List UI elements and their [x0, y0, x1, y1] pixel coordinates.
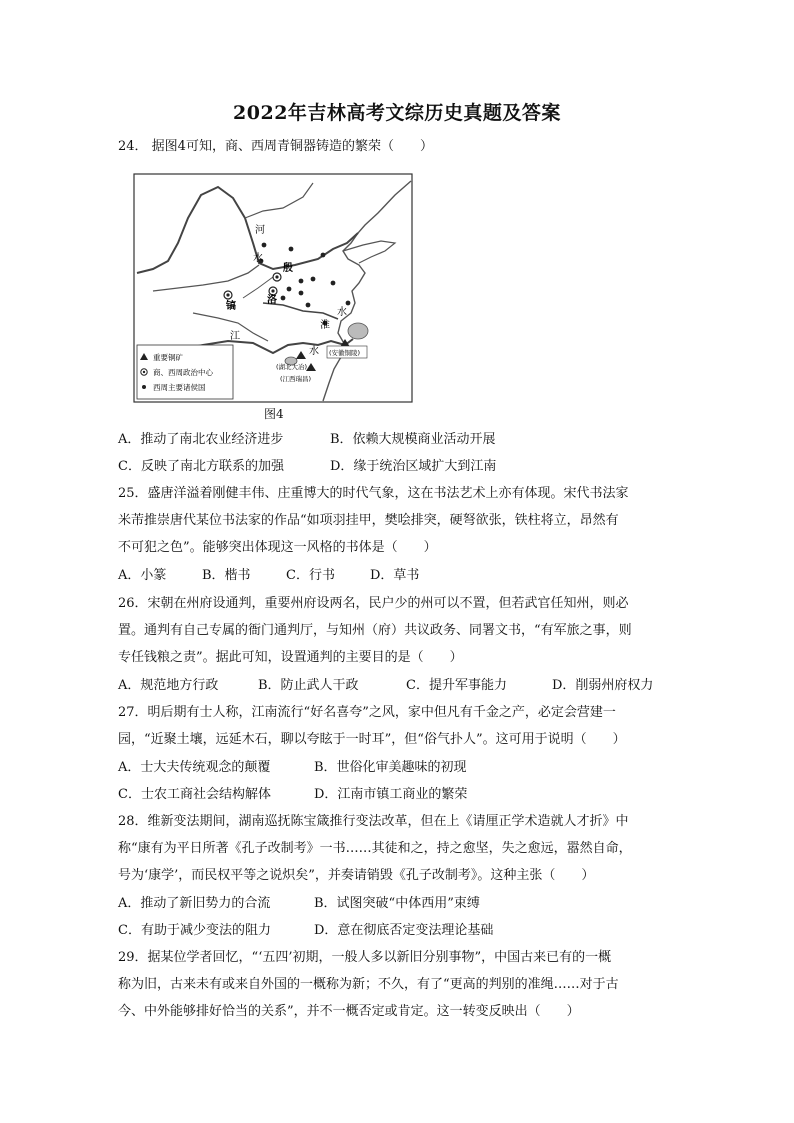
q27-option-a: A．士大夫传统观念的颠覆 [118, 760, 271, 775]
q27-line-2: 园，“近聚土壤，远延木石，聊以夸眩于一时耳”，但“俗气扑人”。这可用于说明（ ） [118, 732, 626, 747]
label-gao: 镐 [226, 301, 236, 312]
label-anhui-tongling: (安徽铜陵) [329, 349, 361, 357]
q26-option-c: C．提升军事能力 [406, 678, 507, 693]
label-he: 河 [255, 225, 265, 236]
q25-option-d: D．草书 [370, 568, 420, 583]
q29-line-3: 今、中外能够排好恰当的关系”，并不一概否定或肯定。这一转变反映出（ ） [118, 1004, 580, 1019]
q28-option-c: C．有助于减少变法的阻力 [118, 923, 271, 938]
q29-line-2: 称为旧，古来未有或来自外国的一概称为新；不久，有了“更高的判别的准绳……对于古 [118, 977, 619, 992]
q26-option-d: D．削弱州府权力 [552, 678, 654, 693]
label-jiangxi-ruichang: (江西瑞昌) [280, 375, 312, 383]
page-title: 2022年吉林高考文综历史真题及答案 [233, 102, 561, 124]
label-luo: 洛 [267, 295, 277, 306]
q26-line-2: 置。通判有自己专属的衙门通判厅，与知州（府）共议政务、同署文书，“有军旅之事，则 [118, 623, 632, 638]
label-hubei-daye: (湖北大冶) [276, 363, 308, 371]
q26-option-b: B．防止武人干政 [258, 678, 359, 693]
figure-caption: 图4 [264, 407, 284, 421]
lake-taihu [348, 323, 368, 339]
q28-line-3: 号为‘康学’，而民权平等之说炽矣”，并奏请销毁《孔子改制考》。这种主张（ ） [118, 868, 595, 883]
q24-option-d: D．缘于统治区域扩大到江南 [330, 459, 497, 474]
q28-option-b: B．试图突破“中体西用”束缚 [314, 896, 480, 911]
q27-option-c: C．士农工商社会结构解体 [118, 787, 271, 802]
q25-option-c: C．行书 [286, 568, 335, 583]
dot-icon [142, 385, 146, 389]
q25-line-2: 米芾推崇唐代某位书法家的作品“如项羽挂甲，樊哙排突，硬弩欲张，铁柱将立，昂然有 [118, 513, 619, 528]
q24-option-c: C．反映了南北方联系的加强 [118, 459, 284, 474]
q25-line-1: 25．盛唐洋溢着刚健丰伟、庄重博大的时代气象，这在书法艺术上亦有体现。宋代书法家 [118, 486, 629, 501]
label-jiang: 江 [230, 331, 240, 342]
question-24-stem: 24． 据图4可知，商、西周青铜器铸造的繁荣（ ） [118, 139, 433, 154]
q26-option-a: A．规范地方行政 [118, 678, 219, 693]
q27-option-d: D．江南市镇工商业的繁荣 [314, 787, 468, 802]
q24-option-b: B．依赖大规模商业活动开展 [330, 432, 496, 447]
legend-item-3: 西周主要诸侯国 [153, 383, 206, 392]
q25-option-b: B．楷书 [202, 568, 251, 583]
legend-item-2: 商、西周政治中心 [153, 368, 213, 377]
label-yin: 殷 [283, 263, 293, 274]
map-svg [133, 173, 413, 405]
q28-option-d: D．意在彻底否定变法理论基础 [314, 923, 494, 938]
q27-option-b: B．世俗化审美趣味的初现 [314, 760, 467, 775]
map-legend [137, 345, 233, 399]
q27-line-1: 27．明后期有士人称，江南流行“好名喜夸”之风，家中但凡有千金之产，必定会营建一 [118, 705, 616, 720]
legend-item-1: 重要铜矿 [153, 353, 183, 362]
q28-line-2: 称“康有为平日所著《孔子改制考》一书……其徒和之，持之愈坚，失之愈远，嚣然自命， [118, 841, 632, 856]
q24-option-a: A．推动了南北农业经济进步 [118, 432, 284, 447]
label-shui-1: 水 [253, 253, 263, 264]
q26-line-1: 26．宋朝在州府设通判，重要州府设两名，民户少的州可以不置，但若武官任知州，则必 [118, 596, 629, 611]
label-shui-2: 水 [309, 346, 319, 357]
map-figure-4 [133, 173, 413, 405]
label-shui-3: 水 [337, 307, 347, 318]
label-huai: 淮 [320, 320, 330, 331]
q25-line-3: 不可犯之色”。能够突出体现这一风格的书体是（ ） [118, 540, 437, 555]
q25-option-a: A．小篆 [118, 568, 167, 583]
q26-line-3: 专任钱粮之责”。据此可知，设置通判的主要目的是（ ） [118, 650, 463, 665]
q29-line-1: 29．据某位学者回忆，“‘五四’初期，一般人多以新旧分别事物”，中国古来已有的一概 [118, 950, 612, 965]
q28-option-a: A．推动了新旧势力的合流 [118, 896, 271, 911]
q28-line-1: 28．维新变法期间，湖南巡抚陈宝箴推行变法改革，但在上《请厘正学术造就人才折》中 [118, 814, 629, 829]
